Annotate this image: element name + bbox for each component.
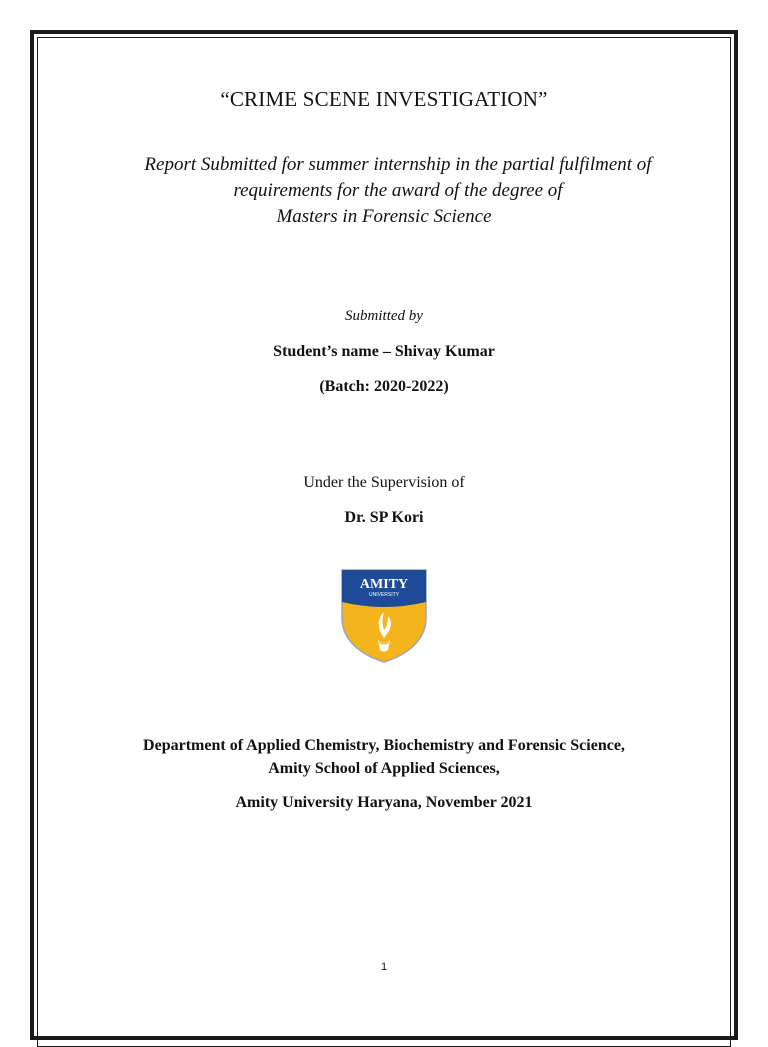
department-line-2: Amity School of Applied Sciences,: [268, 760, 500, 777]
supervision-label: Under the Supervision of: [303, 474, 465, 491]
report-title: “CRIME SCENE INVESTIGATION”: [220, 87, 548, 111]
department-line-1: Department of Applied Chemistry, Biochemistry and Forensic Science,: [143, 737, 625, 754]
amity-crest-icon: [338, 566, 430, 664]
student-name: Student’s name – Shivay Kumar: [273, 343, 495, 360]
subtitle-line-3: Masters in Forensic Science: [276, 206, 492, 227]
amity-university-logo-icon: [338, 566, 430, 664]
batch-info: (Batch: 2020-2022): [319, 378, 449, 395]
submitted-by-label: Submitted by: [345, 308, 423, 324]
logo-subtext: UNIVERSITY: [368, 592, 400, 598]
supervisor-name: Dr. SP Kori: [344, 509, 424, 526]
logo-text: AMITY: [359, 577, 409, 592]
page-number: 1: [380, 961, 388, 973]
university-date: Amity University Haryana, November 2021: [235, 794, 533, 811]
subtitle-line-2: requirements for the award of the degree of: [233, 180, 563, 201]
subtitle-line-1: Report Submitted for summer internship in the partial fulfilment of: [144, 154, 652, 175]
